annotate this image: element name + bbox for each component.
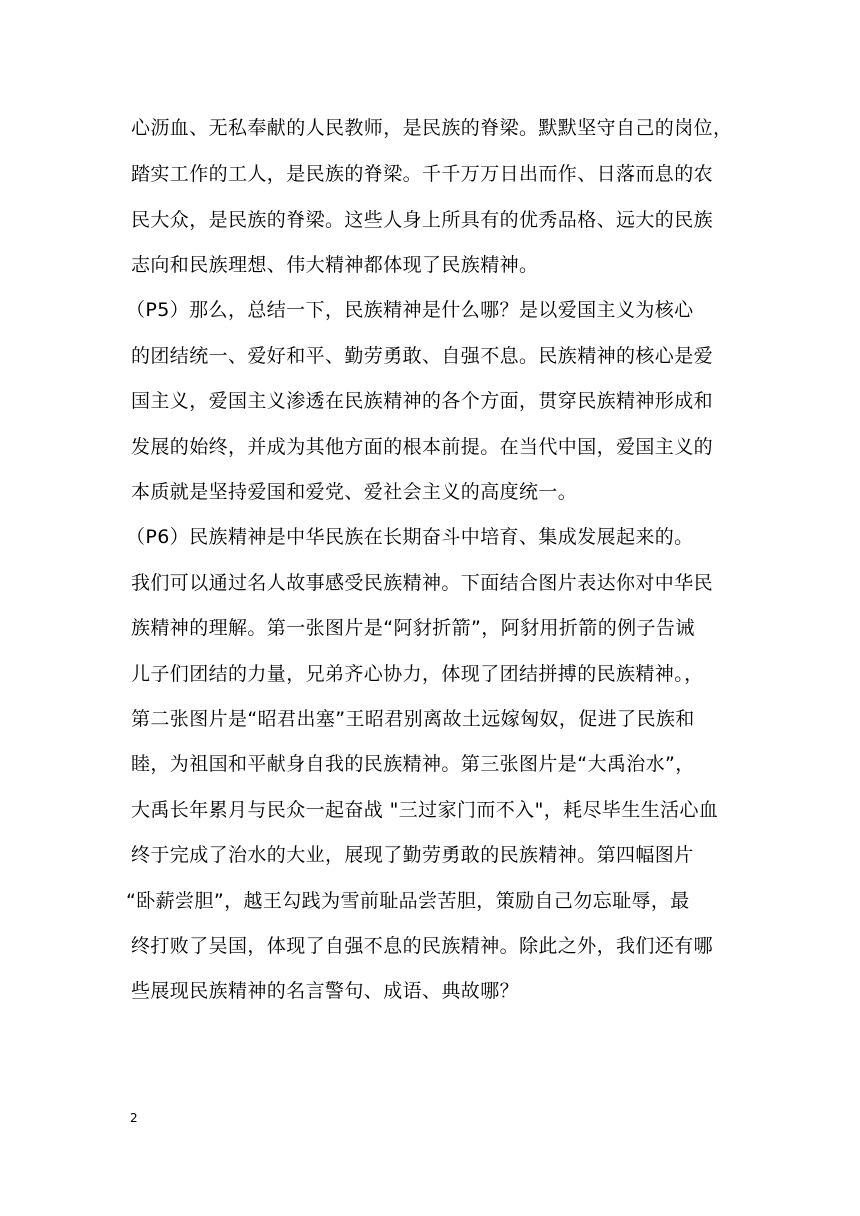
text-line: 的团结统一、爱好和平、勤劳勇敢、自强不息。民族精神的核心是爱 (131, 345, 714, 367)
text-line: 第二张图片是“昭君出塞”王昭君别离故土远嫁匈奴，促进了民族和 (131, 708, 695, 730)
text-line: 大禹长年累月与民众一起奋战 "三过家门而不入"，耗尽毕生生活心血 (131, 799, 719, 821)
text-line: “卧薪尝胆”，越王勾践为雪前耻品尝苦胆，策励自己勿忘耻辱，最 (126, 890, 690, 912)
text-line: 志向和民族理想、伟大精神都体现了民族精神。 (131, 254, 539, 276)
text-line: 国主义，爱国主义渗透在民族精神的各个方面，贯穿民族精神形成和 (131, 390, 714, 412)
text-line: 踏实工作的工人，是民族的脊梁。千千万万日出而作、日落而息的农 (131, 163, 714, 185)
text-line: （P6）民族精神是中华民族在长期奋斗中培育、集成发展起来的。 (126, 526, 694, 548)
page-number: 2 (130, 1111, 138, 1125)
text-line: 本质就是坚持爱国和爱党、爱社会主义的高度统一。 (131, 481, 578, 503)
text-line: 民大众，是民族的脊梁。这些人身上所具有的优秀品格、远大的民族 (131, 209, 714, 231)
text-line: 终打败了吴国，体现了自强不息的民族精神。除此之外，我们还有哪 (131, 935, 714, 957)
text-line: 心沥血、无私奉献的人民教师，是民族的脊梁。默默坚守自己的岗位， (131, 117, 733, 139)
text-line: 发展的始终，并成为其他方面的根本前提。在当代中国，爱国主义的 (131, 436, 714, 458)
text-line: 族精神的理解。第一张图片是“阿豺折箭”，阿豺用折箭的例子告诫 (131, 617, 695, 639)
text-line: （P5）那么，总结一下，民族精神是什么哪？是以爱国主义为核心 (126, 299, 694, 321)
text-line: 终于完成了治水的大业，展现了勤劳勇敢的民族精神。第四幅图片 (131, 844, 694, 866)
text-line: 我们可以通过名人故事感受民族精神。下面结合图片表达你对中华民 (131, 572, 714, 594)
text-line: 睦，为祖国和平献身自我的民族精神。第三张图片是“大禹治水”， (131, 753, 695, 775)
text-line: 些展现民族精神的名言警句、成语、典故哪？ (131, 980, 520, 1002)
text-line: 儿子们团结的力量，兄弟齐心协力，体现了团结拼搏的民族精神。， (131, 663, 704, 685)
